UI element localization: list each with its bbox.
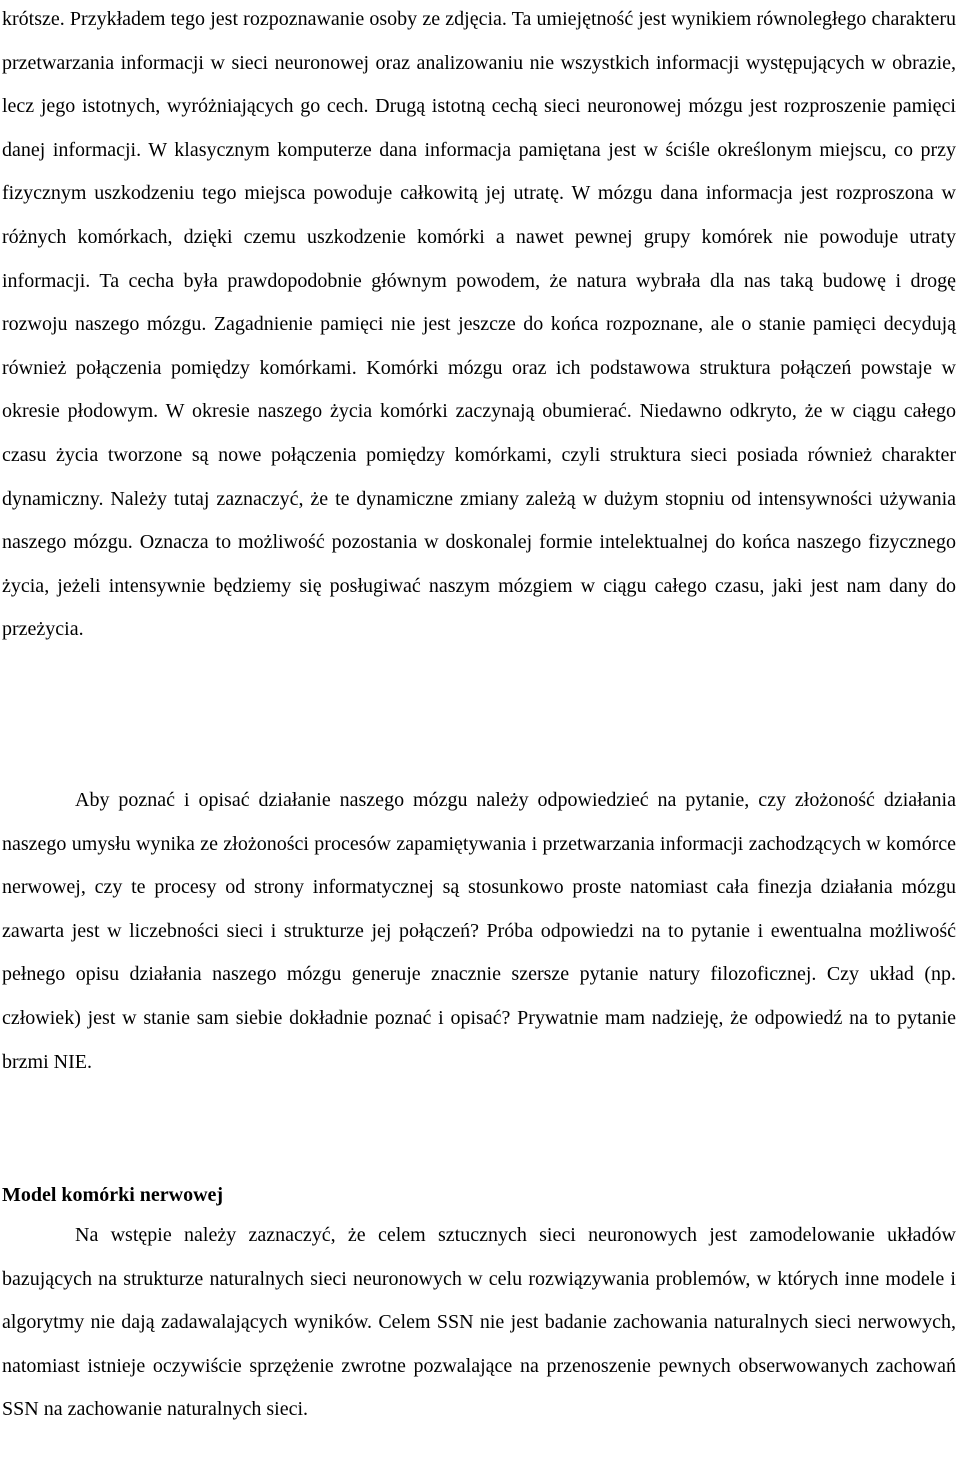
body-paragraph-neural-model: Na wstępie należy zaznaczyć, że celem sztucznych sieci neuronowych jest zamodelowanie układów bazujących na strukturze naturalnych sieci neuronowych w celu rozwiązywania problemów, w których inne modele i algorytmy nie dają zadawalających wyników. Celem SSN nie jest badanie zachowania naturalnych sieci nerwowych, natomiast istnieje oczywiście sprzężenie zwrotne pozwalające na przenoszenie pewnych obserwowanych zachowań SSN na zachowanie naturalnych sieci.: [2, 1224, 956, 1421]
section-heading: Model komórki nerwowej: [2, 1184, 224, 1206]
body-paragraph-brain-complexity: Aby poznać i opisać działanie naszego mózgu należy odpowiedzieć na pytanie, czy złożoność działania naszego umysłu wynika ze złożoności procesów zapamiętywania i przetwarzania informacji zachodzących w komórce nerwowej, czy te procesy od strony informatycznej są stosunkowo proste natomiast cała finezja działania mózgu zawarta jest w liczebności sieci i strukturze jej połączeń? Próba odpowiedzi na to pytanie i ewentualna możliwość pełnego opisu działania naszego mózgu generuje znacznie szersze pytanie natury filozoficznej. Czy układ (np. człowiek) jest w stanie sam siebie dokładnie poznać i opisać? Prywatnie mam nadzieję, że odpowiedź na to pytanie brzmi NIE.: [2, 789, 956, 1073]
body-paragraph-brain-memory: krótsze. Przykładem tego jest rozpoznawanie osoby ze zdjęcia. Ta umiejętność jest wynikiem równoległego charakteru przetwarzania informacji w sieci neuronowej oraz analizowaniu nie wszystkich informacji występujących w obrazie, lecz jego istotnych, wyróżniających go cech. Drugą istotną cechą sieci neuronowej mózgu jest rozproszenie pamięci danej informacji. W klasycznym komputerze dana informacja pamiętana jest w ściśle określonym miejscu, co przy fizycznym uszkodzeniu tego miejsca powoduje całkowitą jej utratę. W mózgu dana informacja jest rozproszona w różnych komórkach, dzięki czemu uszkodzenie komórki a nawet pewnej grupy komórek nie powoduje utraty informacji. Ta cecha była prawdopodobnie głównym powodem, że natura wybrała dla nas taką budowę i drogę rozwoju naszego mózgu. Zagadnienie pamięci nie jest jeszcze do końca rozpoznane, ale o stanie pamięci decydują również połączenia pomiędzy komórkami. Komórki mózgu oraz ich podstawowa struktura połączeń powstaje w okresie płodowym. W okresie naszego życia komórki zaczynają obumierać. Niedawno odkryto, że w ciągu całego czasu życia tworzone są nowe połączenia pomiędzy komórkami, czyli struktura sieci posiada również charakter dynamiczny. Należy tutaj zaznaczyć, że te dynamiczne zmiany zależą w dużym stopniu od intensywności używania naszego mózgu. Oznacza to możliwość pozostania w doskonalej formie intelektualnej do końca naszego fizycznego życia, jeżeli intensywnie będziemy się posługiwać naszym mózgiem w ciągu całego czasu, jaki jest nam dany do przeżycia.: [2, 8, 956, 641]
